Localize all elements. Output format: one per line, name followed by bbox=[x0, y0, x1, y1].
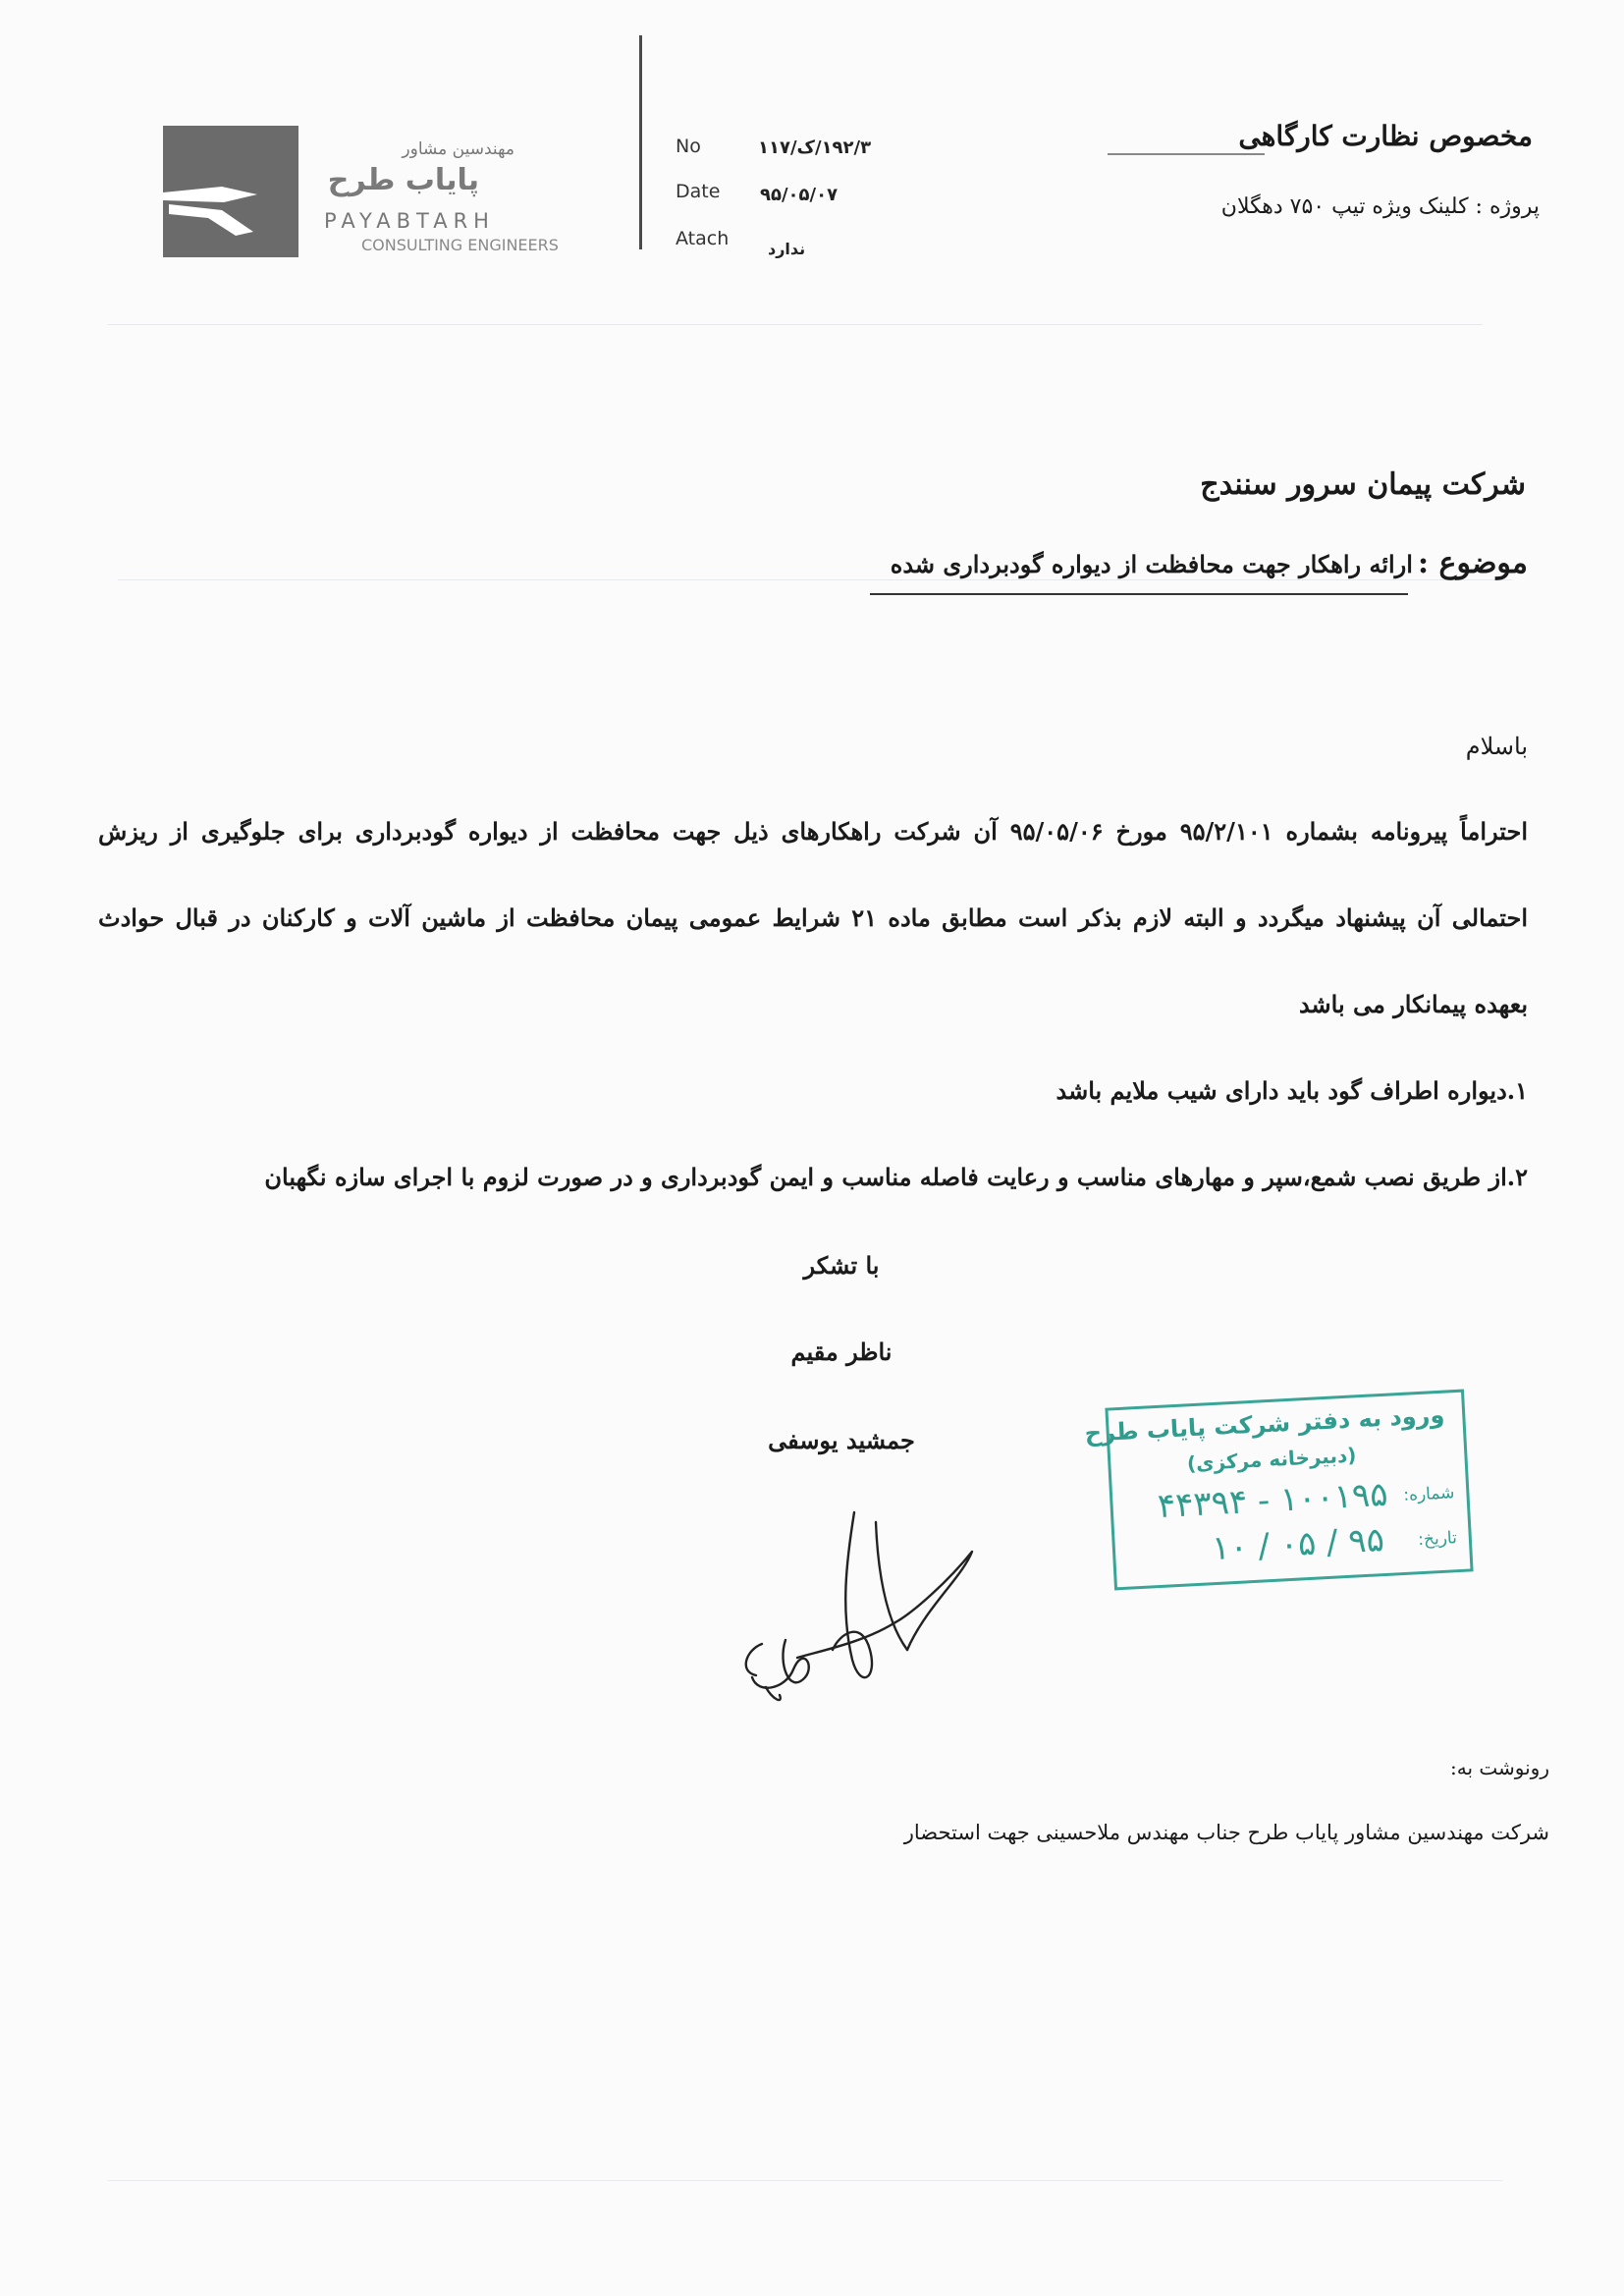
stamp-title: ورود به دفتر شرکت پایاب طرح bbox=[1084, 1400, 1445, 1448]
number-label: No bbox=[676, 136, 701, 157]
stamp-subtitle: (دبیرخانه مرکزی) bbox=[1186, 1443, 1357, 1476]
logo-persian-name: پایاب طرح bbox=[327, 163, 479, 197]
stamp-number: ۱۰۰۱۹۵ - ۴۴۳۹۴ bbox=[1156, 1474, 1389, 1527]
project-name: پروژه : کلینک ویژه تیپ ۷۵۰ دهگلان bbox=[1220, 194, 1540, 219]
office-entry-stamp bbox=[1084, 1390, 1473, 1591]
stamp-number-label: شماره: bbox=[1402, 1483, 1455, 1505]
paragraph-line-2: احتمالی آن پیشنهاد میگردد و البته لازم بذکر است مطابق ماده ۲۱ شرایط عمومی پیمان محافظت از ماشین آلات و کارکنان در قبال حوادث bbox=[98, 903, 1529, 932]
logo-english-name: PAYABTARH bbox=[324, 209, 495, 233]
document-type-heading: مخصوص نظارت کارگاهی bbox=[1238, 120, 1533, 152]
closing: با تشکر bbox=[803, 1251, 880, 1280]
paragraph-line-3: بعهده پیمانکار می باشد bbox=[1298, 990, 1528, 1018]
stamp-date: ۹۵ / ۰۵ / ۱۰ bbox=[1211, 1520, 1385, 1569]
date-label: Date bbox=[676, 181, 721, 202]
subject-text: ارائه راهکار جهت محافظت از دیواره گودبرداری شده bbox=[890, 550, 1413, 578]
company-logo bbox=[163, 126, 298, 257]
signer-title: ناظر مقیم bbox=[790, 1338, 893, 1366]
logo-persian-subtitle: مهندسین مشاور bbox=[402, 139, 514, 159]
attachment-value: ندارد bbox=[768, 240, 806, 258]
subject-line bbox=[891, 546, 1528, 580]
letter-date: ۹۵/۰۵/۰۷ bbox=[760, 185, 839, 205]
subject-label: موضوع : bbox=[1418, 546, 1528, 580]
attachment-label: Atach bbox=[676, 228, 730, 249]
scan-artifact bbox=[108, 2180, 1502, 2181]
cc-label: رونوشت به: bbox=[1450, 1756, 1549, 1779]
scan-artifact bbox=[108, 324, 1483, 325]
header-divider bbox=[639, 35, 642, 249]
logo-english-subtitle: CONSULTING ENGINEERS bbox=[361, 236, 559, 254]
subject-underline bbox=[870, 593, 1408, 595]
greeting: باسلام bbox=[1465, 733, 1528, 760]
heading-underline bbox=[1108, 153, 1265, 155]
signer-name: جمشید یوسفی bbox=[768, 1426, 915, 1454]
cc-recipient: شرکت مهندسین مشاور پایاب طرح جناب مهندس ملاحسینی جهت استحضار bbox=[903, 1821, 1549, 1844]
list-item-2: ۲.از طریق نصب شمع،سپر و مهارهای مناسب و رعایت فاصله مناسب و ایمن گودبرداری و در صورت لزوم با اجرای سازه نگهبان bbox=[264, 1163, 1528, 1191]
paragraph-line-1: احتراماً پیرونامه بشماره ۹۵/۲/۱۰۱ مورخ ۹۵/۰۵/۰۶ آن شرکت راهکارهای ذیل جهت محافظت از دیواره گودبرداری برای جلوگیری از ریزش bbox=[98, 817, 1529, 846]
stamp-date-label: تاریخ: bbox=[1417, 1528, 1458, 1551]
recipient: شرکت پیمان سرور سنندج bbox=[1200, 467, 1526, 502]
letter-number: ۱۹۲/۳/ک/۱۱۷ bbox=[758, 137, 872, 158]
list-item-1: ۱.دیواره اطراف گود باید دارای شیب ملایم باشد bbox=[1056, 1076, 1528, 1105]
handwritten-signature bbox=[668, 1503, 1001, 1732]
